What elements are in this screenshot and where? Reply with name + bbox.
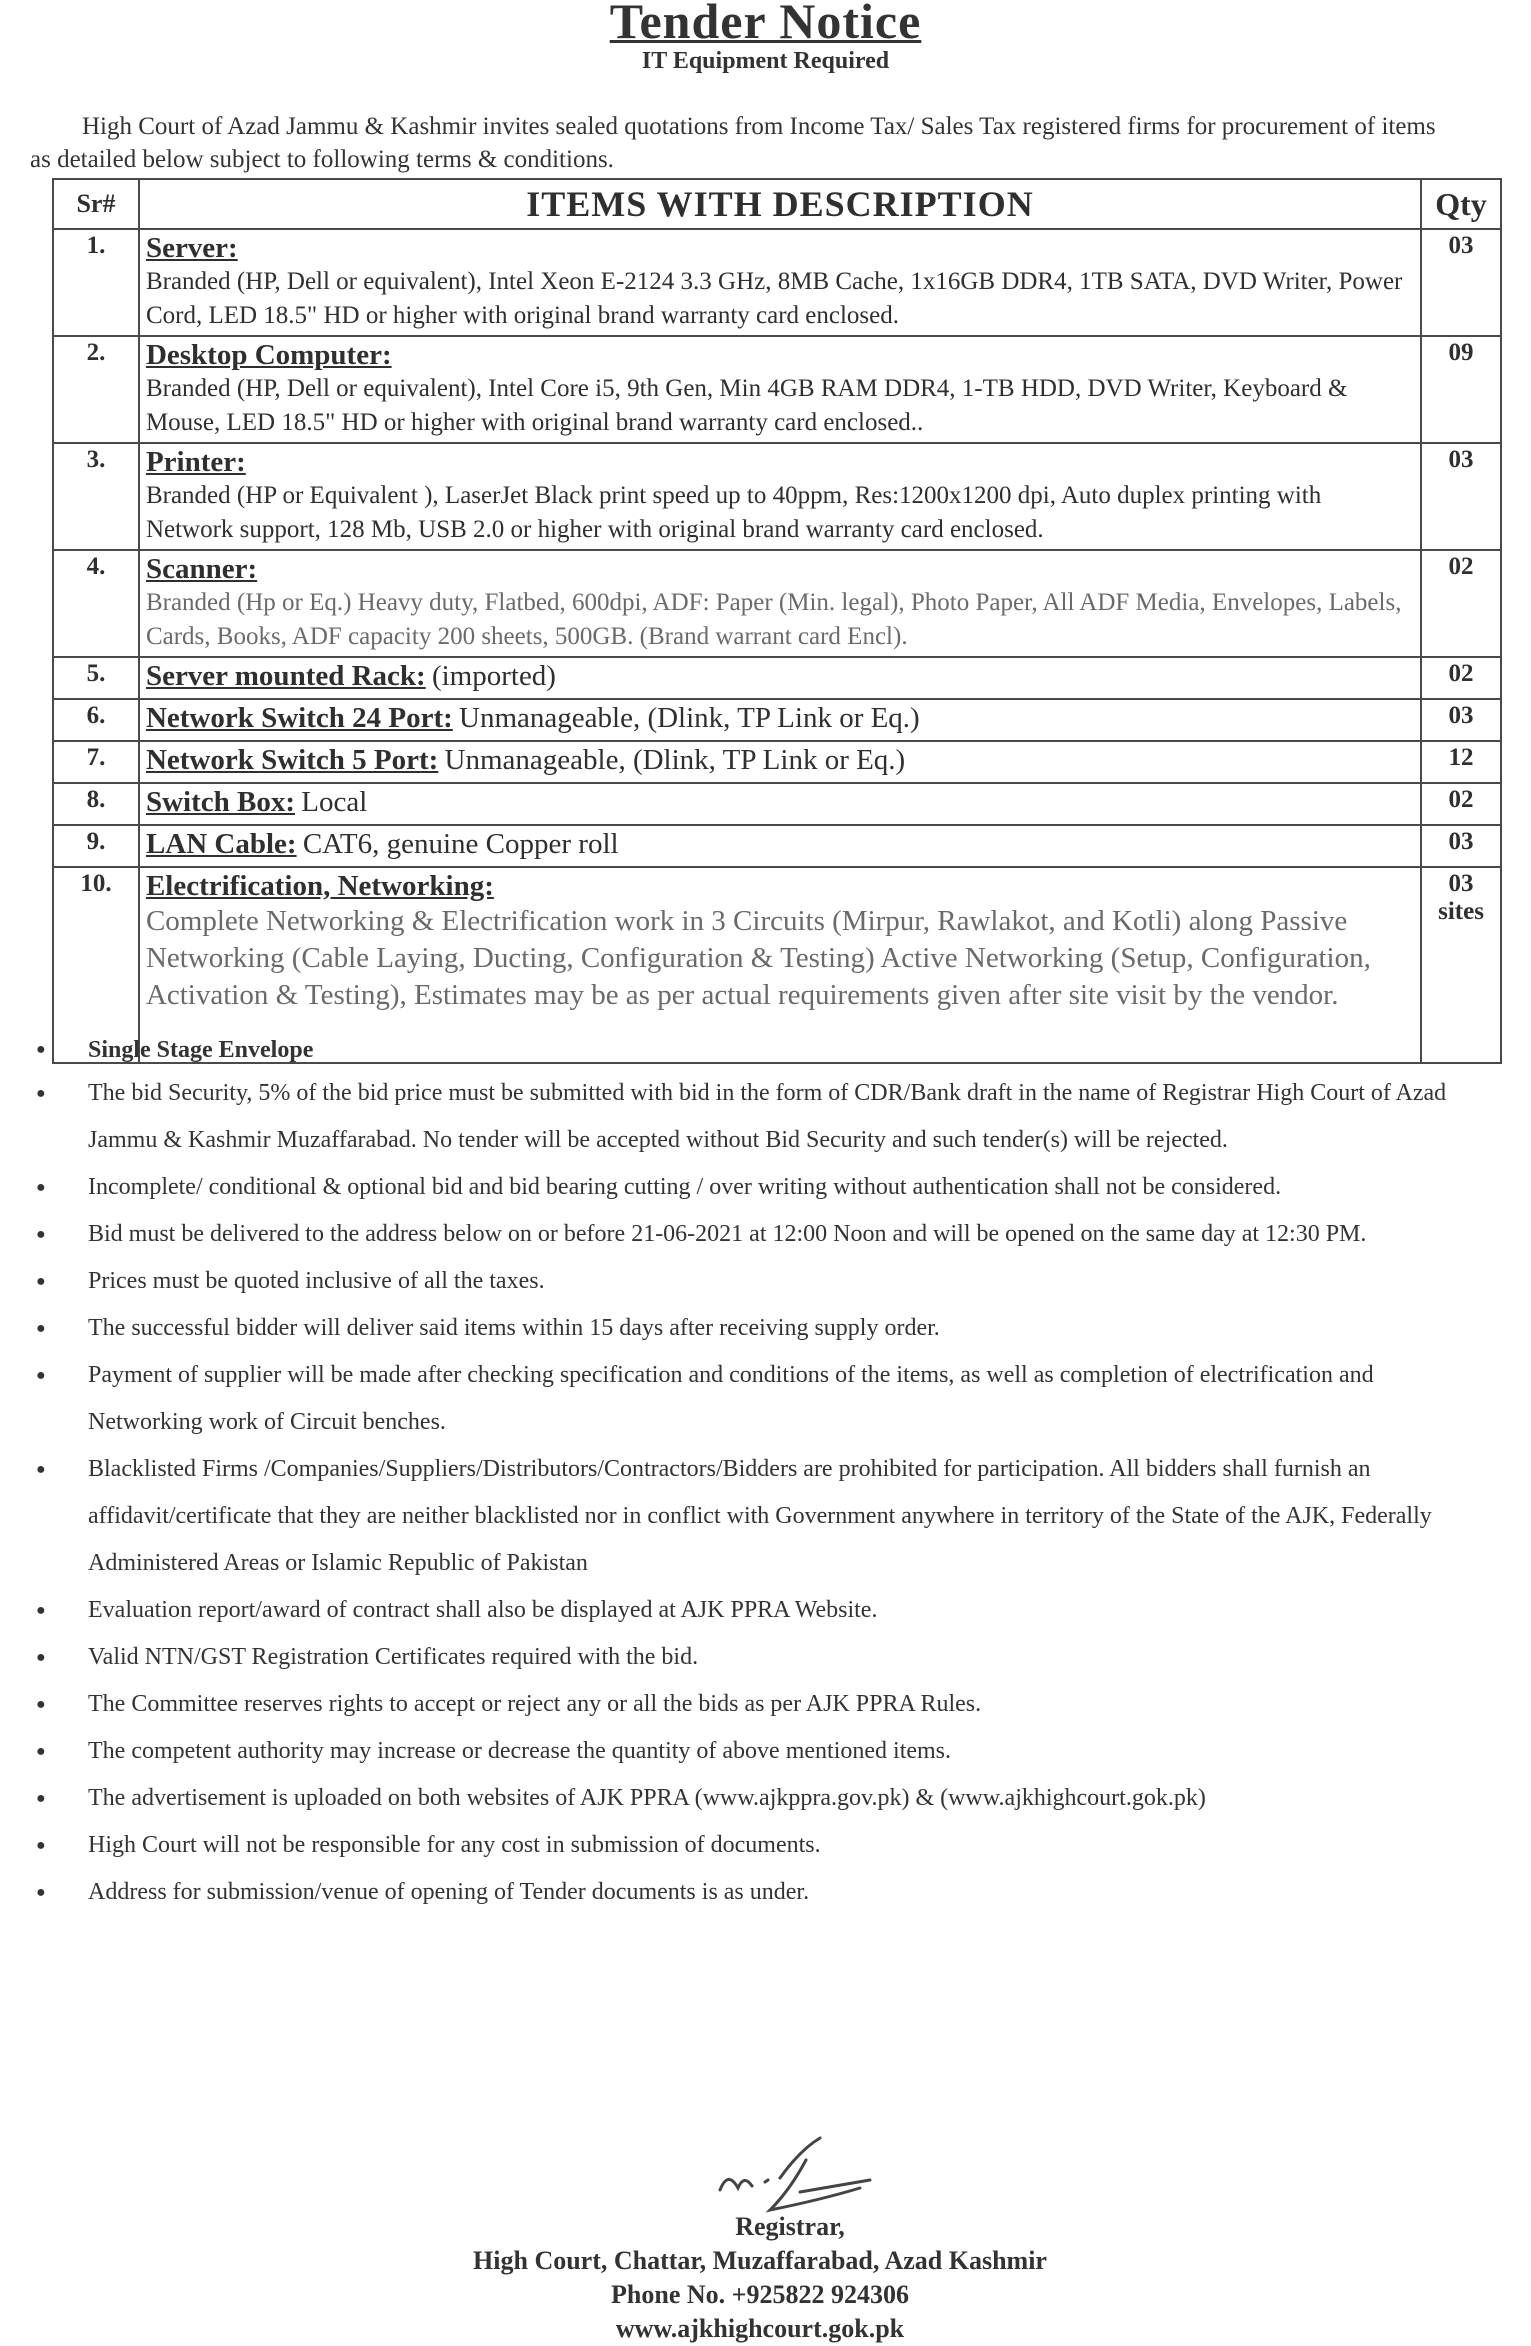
terms-item	[30, 1211, 1470, 1258]
item-name: Network Switch 24 Port:	[145, 702, 453, 734]
header-description: ITEMS WITH DESCRIPTION	[139, 179, 1421, 229]
items-table	[52, 178, 1502, 1064]
row-sr: 5.	[53, 657, 139, 699]
bullet-icon: ●	[36, 1273, 46, 1290]
item-detail: Unmanageable, (Dlink, TP Link or Eq.)	[444, 744, 906, 776]
row-sr: 9.	[53, 825, 139, 867]
row-sr: 10.	[53, 867, 139, 1063]
terms-item	[30, 1070, 1470, 1164]
item-detail: CAT6, genuine Copper roll	[302, 828, 619, 860]
terms-item	[30, 1681, 1470, 1728]
row-qty: 09	[1421, 336, 1501, 443]
terms-item	[30, 1030, 1470, 1070]
row-sr: 8.	[53, 783, 139, 825]
bullet-icon: ●	[36, 1461, 46, 1478]
item-name: Electrification, Networking:	[145, 870, 494, 902]
table-row	[53, 229, 1501, 336]
row-sr: 3.	[53, 443, 139, 550]
item-name: Network Switch 5 Port:	[145, 744, 439, 776]
row-qty: 02	[1421, 550, 1501, 657]
terms-text: Blacklisted Firms /Companies/Suppliers/Distributors/Contractors/Bidders are prohibited for participation. All bidders shall furnish an affidavit/certificate that they are neither blacklisted nor in conflict with Government anywhere in territory of the State of the AJK, Federally Administered Areas or Islamic Republic of Pakistan	[88, 1456, 1432, 1576]
handwritten-signature	[710, 2130, 880, 2220]
table-row	[53, 741, 1501, 783]
row-qty: 03	[1421, 229, 1501, 336]
bullet-icon: ●	[36, 1602, 46, 1619]
header-qty: Qty	[1421, 179, 1501, 229]
terms-text: Bid must be delivered to the address below on or before 21-06-2021 at 12:00 Noon and will be opened on the same day at 12:30 PM.	[88, 1221, 1367, 1247]
terms-item	[30, 1164, 1470, 1211]
bullet-icon: ●	[36, 1837, 46, 1854]
table-header-row	[53, 179, 1501, 229]
terms-text: Payment of supplier will be made after checking specification and conditions of the items, as well as completion of electrification and Networking work of Circuit benches.	[88, 1362, 1374, 1435]
row-sr: 6.	[53, 699, 139, 741]
item-detail: Branded (HP or Equivalent ), LaserJet Black print speed up to 40ppm, Res:1200x1200 dpi, Auto duplex printing with Network support, 128 Mb, USB 2.0 or higher with original brand warranty card enclosed.	[145, 482, 1322, 543]
row-qty: 02	[1421, 783, 1501, 825]
item-detail: Local	[301, 786, 368, 818]
bullet-icon: ●	[36, 1884, 46, 1901]
row-qty: 03	[1421, 699, 1501, 741]
signature-block	[380, 2210, 1140, 2346]
item-name: Desktop Computer:	[145, 339, 392, 371]
row-description	[139, 783, 1421, 825]
row-description	[139, 657, 1421, 699]
item-name: Printer:	[145, 446, 246, 478]
item-name: Switch Box:	[145, 786, 295, 818]
bullet-icon: ●	[36, 1743, 46, 1760]
terms-text: Prices must be quoted inclusive of all the taxes.	[88, 1268, 545, 1294]
bullet-icon: ●	[36, 1696, 46, 1713]
row-qty: 12	[1421, 741, 1501, 783]
row-qty-unit: sites	[1438, 898, 1484, 925]
bullet-icon: ●	[36, 1085, 46, 1102]
row-description	[139, 336, 1421, 443]
terms-item	[30, 1446, 1470, 1587]
terms-item	[30, 1869, 1470, 1916]
row-description	[139, 741, 1421, 783]
bullet-icon: ●	[36, 1790, 46, 1807]
bullet-icon: ●	[36, 1320, 46, 1337]
terms-list	[30, 1030, 1470, 1916]
row-description	[139, 443, 1421, 550]
signatory-phone: Phone No. +925822 924306	[611, 2280, 909, 2309]
intro-paragraph: High Court of Azad Jammu & Kashmir invites sealed quotations from Income Tax/ Sales Tax registered firms for procurement of items as detailed below subject to following terms & conditions.	[30, 113, 1436, 173]
item-detail: (imported)	[431, 660, 556, 692]
row-qty: 03	[1421, 825, 1501, 867]
bullet-icon: ●	[36, 1367, 46, 1384]
table-row	[53, 657, 1501, 699]
row-description	[139, 825, 1421, 867]
header-sr: Sr#	[53, 179, 139, 229]
item-name: Scanner:	[145, 553, 258, 585]
bullet-icon: ●	[36, 1179, 46, 1196]
terms-item	[30, 1822, 1470, 1869]
signatory-designation: Registrar,	[735, 2212, 845, 2241]
row-description	[139, 229, 1421, 336]
bullet-icon: ●	[36, 1226, 46, 1243]
terms-text: The Committee reserves rights to accept or reject any or all the bids as per AJK PPRA Rules.	[88, 1691, 982, 1717]
table-row	[53, 443, 1501, 550]
row-description	[139, 550, 1421, 657]
table-row	[53, 825, 1501, 867]
terms-item	[30, 1587, 1470, 1634]
terms-text: Evaluation report/award of contract shall also be displayed at AJK PPRA Website.	[88, 1597, 878, 1623]
row-description	[139, 699, 1421, 741]
terms-text: The advertisement is uploaded on both websites of AJK PPRA (www.ajkppra.gov.pk) & (www.ajkhighcourt.gok.pk)	[88, 1785, 1206, 1811]
terms-item	[30, 1258, 1470, 1305]
terms-text: The bid Security, 5% of the bid price must be submitted with bid in the form of CDR/Bank draft in the name of Registrar High Court of Azad Jammu & Kashmir Muzaffarabad. No tender will be accepted without Bid Security and such tender(s) will be rejected.	[88, 1080, 1447, 1153]
bullet-icon: ●	[36, 1041, 46, 1058]
terms-text: Incomplete/ conditional & optional bid and bid bearing cutting / over writing without authentication shall not be considered.	[88, 1174, 1282, 1200]
terms-text: The successful bidder will deliver said items within 15 days after receiving supply order.	[88, 1315, 940, 1341]
table-row	[53, 699, 1501, 741]
terms-text: Valid NTN/GST Registration Certificates required with the bid.	[88, 1644, 699, 1670]
terms-item	[30, 1634, 1470, 1681]
row-qty: 02	[1421, 657, 1501, 699]
terms-text: Single Stage Envelope	[88, 1037, 314, 1063]
item-detail: Branded (HP, Dell or equivalent), Intel Core i5, 9th Gen, Min 4GB RAM DDR4, 1-TB HDD, DVD Writer, Keyboard & Mouse, LED 18.5" HD or higher with original brand warranty card enclosed..	[145, 375, 1348, 436]
item-detail: Branded (Hp or Eq.) Heavy duty, Flatbed, 600dpi, ADF: Paper (Min. legal), Photo Paper, All ADF Media, Envelopes, Labels, Cards, Books, ADF capacity 200 sheets, 500GB. (Brand warrant card Encl).	[145, 589, 1402, 650]
item-detail: Unmanageable, (Dlink, TP Link or Eq.)	[459, 702, 920, 734]
terms-text: Address for submission/venue of opening of Tender documents is as under.	[88, 1879, 810, 1905]
signatory-website: www.ajkhighcourt.gok.pk	[615, 2314, 905, 2343]
terms-item	[30, 1728, 1470, 1775]
row-sr: 2.	[53, 336, 139, 443]
page-subtitle: IT Equipment Required	[641, 48, 890, 74]
item-detail: Branded (HP, Dell or equivalent), Intel Xeon E-2124 3.3 GHz, 8MB Cache, 1x16GB DDR4, 1TB SATA, DVD Writer, Power Cord, LED 18.5" HD or higher with original brand warranty card enclosed.	[145, 268, 1403, 329]
row-sr: 4.	[53, 550, 139, 657]
terms-item	[30, 1305, 1470, 1352]
row-qty-value: 03	[1448, 870, 1474, 897]
item-name: Server mounted Rack:	[145, 660, 426, 692]
table-row	[53, 336, 1501, 443]
item-detail: Complete Networking & Electrification work in 3 Circuits (Mirpur, Rawlakot, and Kotli) along Passive Networking (Cable Laying, Ducting, Configuration & Testing) Active Networking (Setup, Configuration, Activation & Testing), Estimates may be as per actual requirements given after site visit by the vendor.	[145, 905, 1371, 1011]
item-name: Server:	[145, 232, 238, 264]
bullet-icon: ●	[36, 1649, 46, 1666]
terms-item	[30, 1775, 1470, 1822]
page-title: Tender Notice	[609, 0, 922, 49]
row-qty: 03	[1421, 443, 1501, 550]
row-sr: 1.	[53, 229, 139, 336]
terms-text: High Court will not be responsible for any cost in submission of documents.	[88, 1832, 821, 1858]
terms-text: The competent authority may increase or decrease the quantity of above mentioned items.	[88, 1738, 952, 1764]
item-name: LAN Cable:	[145, 828, 297, 860]
table-row	[53, 783, 1501, 825]
table-row	[53, 550, 1501, 657]
row-sr: 7.	[53, 741, 139, 783]
signatory-address: High Court, Chattar, Muzaffarabad, Azad Kashmir	[473, 2246, 1047, 2275]
terms-item	[30, 1352, 1470, 1446]
